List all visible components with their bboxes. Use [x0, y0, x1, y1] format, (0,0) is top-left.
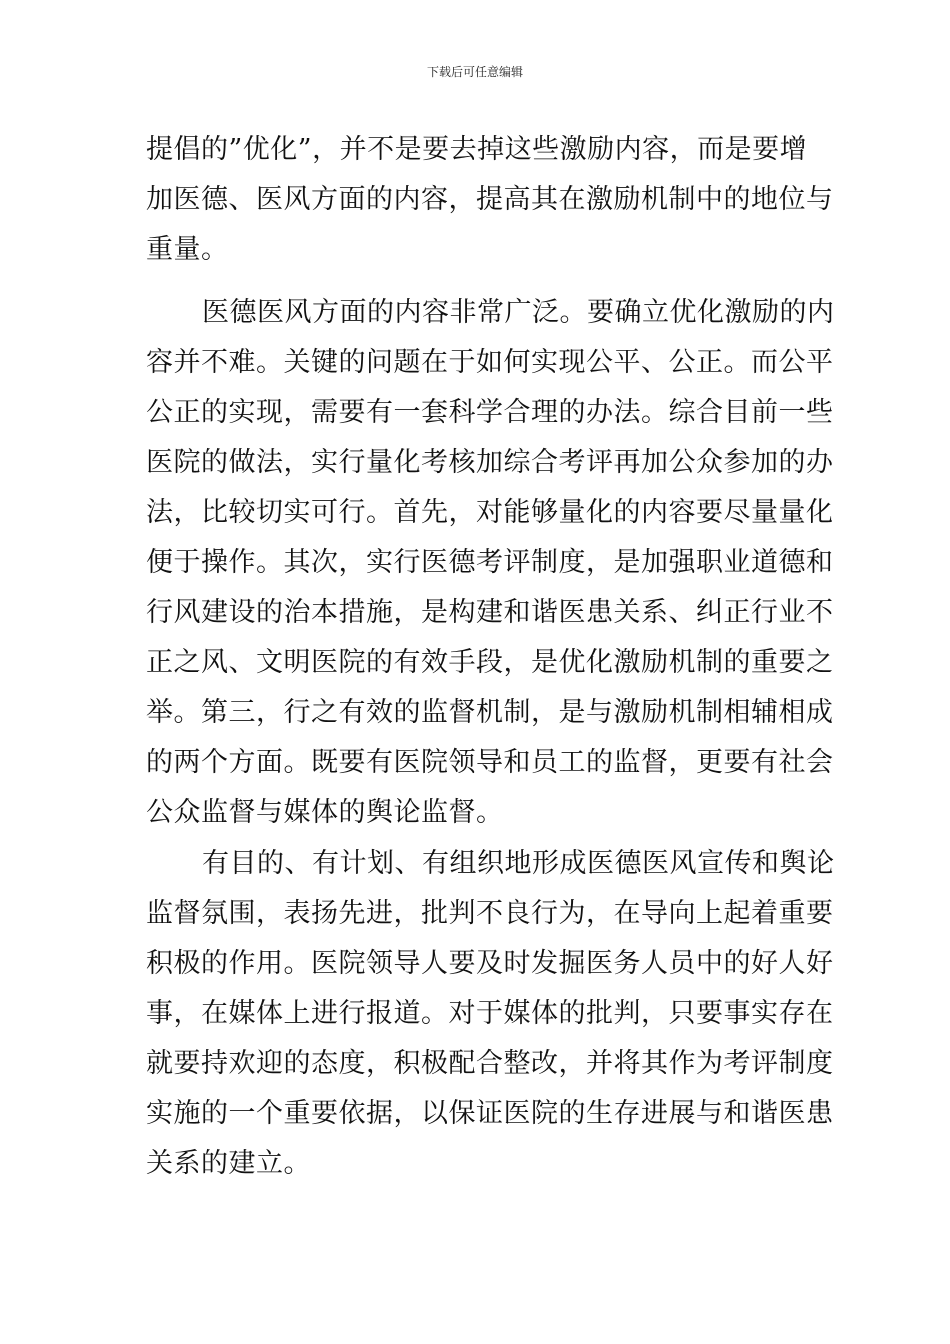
text-line: 关系的建立。 — [146, 1148, 311, 1179]
text-line: 容并不难。关键的问题在于如何实现公平、公正。而公平 — [146, 347, 834, 378]
text-line: 正之风、文明医院的有效手段，是优化激励机制的重要之 — [146, 647, 834, 678]
document-body — [146, 125, 835, 1189]
text-line: 积极的作用。医院领导人要及时发掘医务人员中的好人好 — [146, 948, 834, 979]
text-line: 行风建设的治本措施，是构建和谐医患关系、纠正行业不 — [146, 597, 834, 628]
text-line: 公众监督与媒体的舆论监督。 — [146, 797, 504, 828]
text-line: 事，在媒体上进行报道。对于媒体的批判，只要事实存在 — [146, 998, 834, 1029]
paragraph — [146, 839, 835, 1189]
text-line: 法，比较切实可行。首先，对能够量化的内容要尽量量化 — [146, 497, 834, 528]
text-line: 加医德、医风方面的内容，提高其在激励机制中的地位与 — [146, 184, 834, 215]
text-line: 有目的、有计划、有组织地形成医德医风宣传和舆论 — [202, 848, 835, 879]
page-header: 下载后可任意编辑 — [426, 65, 523, 79]
text-line: 实施的一个重要依据，以保证医院的生存进展与和谐医患 — [146, 1098, 834, 1129]
text-line: 的两个方面。既要有医院领导和员工的监督，更要有社会 — [146, 747, 834, 778]
text-line: 便于操作。其次，实行医德考评制度，是加强职业道德和 — [146, 547, 834, 578]
text-line: 举。第三，行之有效的监督机制，是与激励机制相辅相成 — [146, 697, 834, 728]
text-line: 医院的做法，实行量化考核加综合考评再加公众参加的办 — [146, 447, 834, 478]
paragraph — [146, 288, 835, 838]
paragraph — [146, 125, 834, 275]
text-line: 公正的实现，需要有一套科学合理的办法。综合目前一些 — [146, 397, 834, 428]
text-line: 重量。 — [146, 234, 229, 265]
text-line: 提倡的”优化”，并不是要去掉这些激励内容，而是要增 — [146, 134, 808, 165]
text-line: 监督氛围，表扬先进，批判不良行为，在导向上起着重要 — [146, 898, 834, 929]
text-line: 就要持欢迎的态度，积极配合整改，并将其作为考评制度 — [146, 1048, 834, 1079]
text-line: 医德医风方面的内容非常广泛。要确立优化激励的内 — [202, 297, 835, 328]
paragraph-gap — [146, 275, 810, 288]
